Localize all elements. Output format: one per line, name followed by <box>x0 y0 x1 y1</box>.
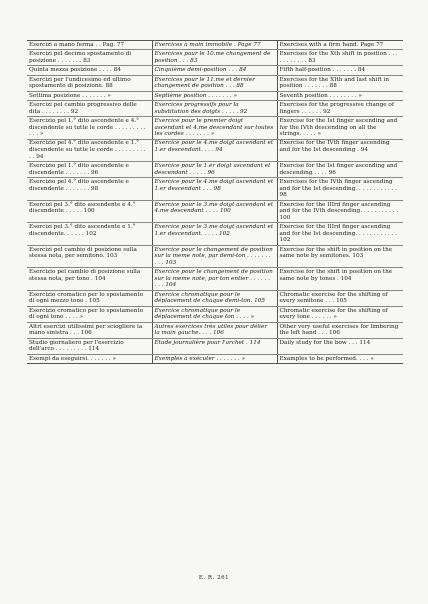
english-entry: Exercise for the IIIrd finger ascending and for the Ist descending. . . . . . . . . . . . 102 <box>277 223 403 246</box>
english-entry: Examples to be performed. . . . » <box>279 355 374 362</box>
page-footer: E. R. 261 <box>198 575 230 581</box>
english-entry: Exercise for the shift in position on the same note by tones . 104 <box>277 268 403 291</box>
italian-entry: Esercizio pel 1.° dito ascendente e 4.° discendente su tutte le corde . . . . . . . . . . . . » <box>27 117 152 140</box>
italian-entry: Esercizi per l'undicesimo ed ultimo spostamento di posizione. 88 <box>27 75 152 91</box>
italian-entry: Esercizi a mano ferma . . Pag. 77 <box>27 41 152 50</box>
table-row <box>27 268 403 291</box>
table-row <box>27 322 403 338</box>
english-entry: Exercises for the progressive change of fingers . . . . . . 92 <box>277 101 403 117</box>
french-entry: Étude journalière pour l'archet . 114 <box>152 338 277 354</box>
french-entry: Exercice chromatique pour le déplacement de chaque ton . . . . » <box>152 306 277 322</box>
italian-entry: Esercizio pel 1.° dito ascendente e discendente . . . . . . . 96 <box>27 162 152 178</box>
french-entry: Exercice pour le 3.me doigt ascendant et 4.me descendant . . . . 100 <box>152 200 277 223</box>
french-entry: Exercice pour le 4.me doigt ascendant et 1.er descendant . . . 98 <box>152 178 277 201</box>
italian-entry: Esercizio pel cambio di posizione sulla stessa nota, per tono . 104 <box>27 268 152 291</box>
french-entry: Exemples à exécuter . . . . . . . » <box>152 354 277 363</box>
table-row <box>27 91 403 100</box>
english-entry: Exercises for the XIth and last shift in position . . . . . . . 88 <box>277 75 403 91</box>
english-entry: Exercise for the shift in position on the same note by semitones. 103 <box>277 245 403 268</box>
italian-entry: Esercizi pel 3.° dito ascendente e 1.° discendente. . . . . . 102 <box>27 223 152 246</box>
italian-entry: Studio giornaliero per l'esercizio dell'arco . . . . . . . . . 114 <box>27 338 152 354</box>
table-row <box>27 200 403 223</box>
french-entry: Exercice pour le premier doigt ascendant et 4.me descendant sur toutes les cordes . . . . . . . » <box>152 117 277 140</box>
french-entry: Exercice pour le 3.me doigt ascendant et 1.er descendant. . . . . 102 <box>152 223 277 246</box>
italian-entry: Esercizio pel 4.° dito ascendente e 1.° discendente su tutte le corde . . . . . . . . . . . 94 <box>27 139 152 162</box>
french-entry: Exercice pour le 4.me doigt ascendant et 1.er descendant. . . . 94 <box>152 139 277 162</box>
english-entry: Fifth half-position . . . . . . . 84 <box>277 66 403 75</box>
french-entry: Exercice chromatique pour le déplacement de chaque demi-ton. 105 <box>152 290 277 306</box>
french-entry: Septième position . . . . . . . » <box>152 91 277 100</box>
italian-entry: Esercizi pel decimo spostamento di posizione . . . . . . . 83 <box>27 50 152 66</box>
english-entry: Exercise for the IIIrd finger ascending and for the IVth descending. . . . . . . . . . . 100 <box>277 200 403 223</box>
english-entry: Chromatic exercise for the shifting of every semitone . . . 105 <box>277 290 403 306</box>
italian-entry: Esercizio pel 4.° dito ascendente e discendente . . . . . . . 98 <box>27 178 152 201</box>
french-entry: Exercice pour le changement de position sur la meme note, par ton entier . . . . . . . . . 104 <box>152 268 277 291</box>
table-row <box>27 117 403 140</box>
table-row <box>27 290 403 306</box>
table-row <box>27 223 403 246</box>
table-row <box>27 41 403 50</box>
table-row <box>27 101 403 117</box>
italian-entry: Quinta mezza posizione . . . . 84 <box>27 66 152 75</box>
italian-entry: Esercizio cromatico per lo spostamento di ogni tono . . . . » <box>27 306 152 322</box>
french-entry: Exercices progressifs pour la substitution des doigts . . . . . 92 <box>152 101 277 117</box>
english-entry: Exercise for the Ist finger ascending and descending . . . . 96 <box>277 162 403 178</box>
italian-entry: Esercizi pel 3.° dito ascendente e 4.° discendente . . . . . 100 <box>27 200 152 223</box>
french-entry: Exercices à main immobile . Page 77 <box>152 41 277 50</box>
english-entry: Exercise for the Ist finger ascending and for the IVth descending on all the strings. . . . . » <box>277 117 403 140</box>
english-entry: Exercises for the IVth finger ascending and for the Ist descending. . . . . . . . . . . . 98 <box>277 178 403 201</box>
french-entry: Exercices pour le 11.me et dernier changement de position . . . 88 <box>152 75 277 91</box>
contents-body <box>27 41 403 364</box>
french-entry: Exercice pour le 1.er doigt ascendant et descendant . . . . . 96 <box>152 162 277 178</box>
italian-entry: Settima posizione . . . . . . . » <box>27 91 152 100</box>
french-entry: Autres exercices très utiles pour délier la main gauche. . . . 106 <box>152 322 277 338</box>
english-entry: Exercises for the Xth shift in position . . . . . . . . . . . 83 <box>277 50 403 66</box>
table-row <box>27 162 403 178</box>
table-row <box>27 139 403 162</box>
italian-entry: Esercizi pel cambio progressivo delle dita . . . . . . . . 92 <box>27 101 152 117</box>
italian-entry: Esempi da eseguirsi. . . . . . . » <box>29 355 116 362</box>
table-row <box>27 50 403 66</box>
table-row <box>27 66 403 75</box>
french-entry: Exercice pour le changement de position sur la meme note, par demi-ton . . . . . . . . . . 103 <box>152 245 277 268</box>
table-row <box>27 75 403 91</box>
table-row <box>27 338 403 354</box>
table-row <box>27 354 403 363</box>
table-row <box>27 245 403 268</box>
table-row <box>27 178 403 201</box>
table-row <box>27 306 403 322</box>
english-entry: Daily study for the bow . . . 114 <box>277 338 403 354</box>
french-entry: Cinquième demi-position . . . 84 <box>152 66 277 75</box>
english-entry: Exercise for the IVth finger ascending and for the Ist descending . 94 <box>277 139 403 162</box>
english-entry: Seventh position . . . . . . . . » <box>277 91 403 100</box>
italian-entry: Altri esercizi utilissimi per sciogliere la mano sinistra . . . 106 <box>27 322 152 338</box>
english-entry: Exercises with a firm hand. Page 77 <box>277 41 403 50</box>
italian-entry: Esercizi pel cambio di posizione sulla stessa nota, per semitono. 103 <box>27 245 152 268</box>
contents-table <box>27 40 403 364</box>
french-entry: Exercices pour le 10.me changement de position . . . 83 <box>152 50 277 66</box>
english-entry: Chromatic exercise for the shifting of every tone . . . . . . » <box>277 306 403 322</box>
italian-entry: Esercizio cromatico per lo spostamento di ogni mezzo tono . 105 <box>27 290 152 306</box>
english-entry: Other very useful exercises for limbering the left hand . . . 106 <box>277 322 403 338</box>
